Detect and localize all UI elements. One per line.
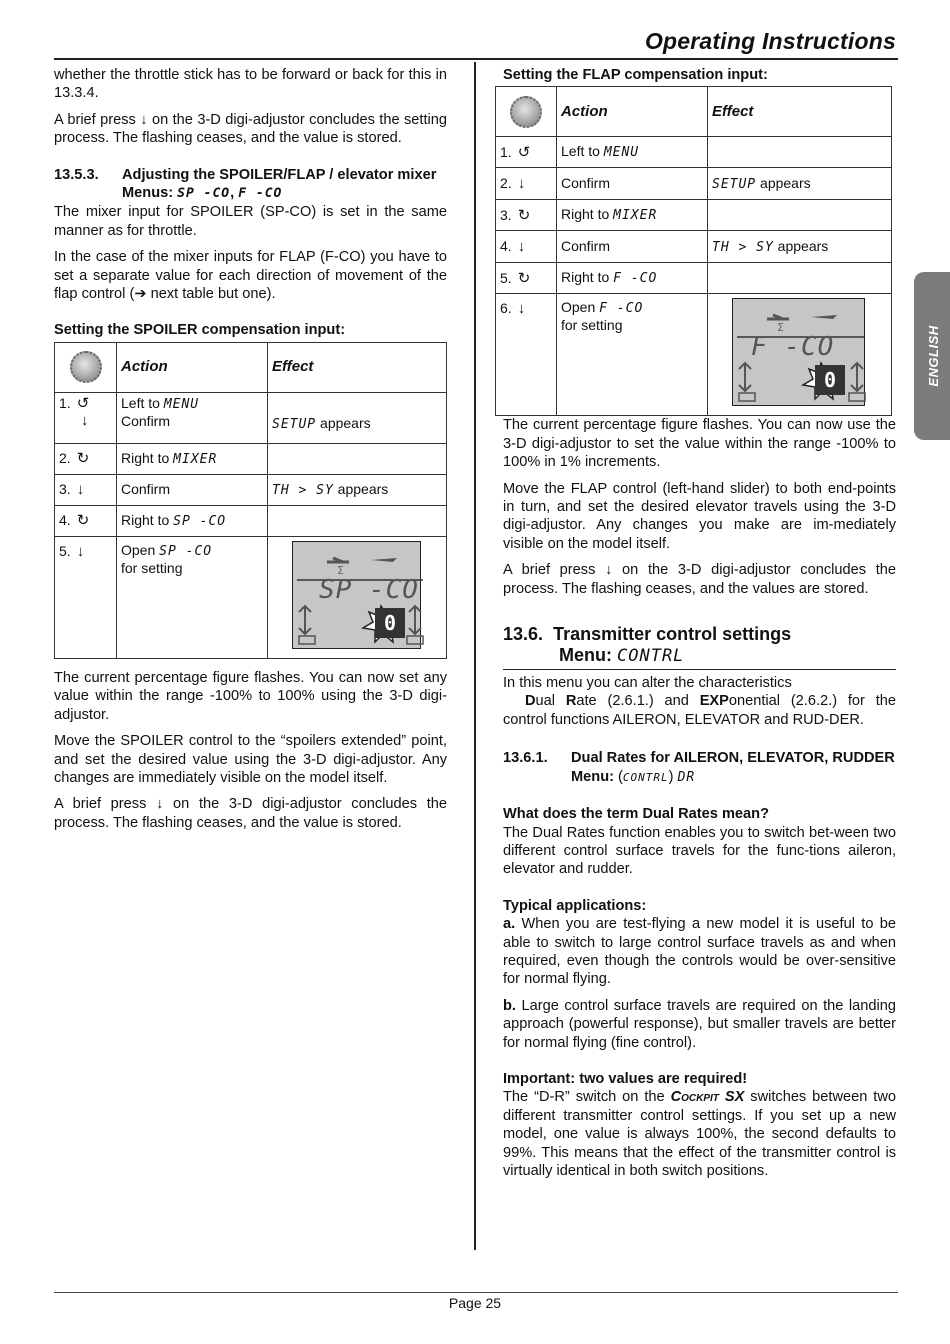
language-tab — [914, 272, 950, 440]
section-heading-large — [503, 624, 896, 667]
section-number: 13.5.3. — [54, 166, 99, 183]
lcd-display — [732, 298, 865, 406]
page-header-title: Operating Instructions — [644, 28, 896, 54]
lcd-menu-text: SP -CO — [319, 574, 419, 605]
table-row: 1. ↺ Left to MENU — [496, 137, 892, 168]
section-menus: Menus: SP -CO, F -CO — [122, 185, 283, 202]
table-header-icon — [55, 342, 117, 392]
question-heading: What does the term Dual Rates mean? — [503, 806, 769, 823]
section-number: 13.6. — [503, 624, 544, 645]
section-title: Adjusting the SPOILER/FLAP / elevator mixer — [122, 166, 437, 183]
section-number: 13.6.1. — [503, 750, 548, 767]
paragraph: whether the throttle stick has to be forward or back for this in 13.3.4. — [54, 67, 447, 102]
header-rule — [54, 58, 898, 60]
table-row: 5. ↓ Open SP -CO for setting Σ SP -CO 0 — [55, 536, 447, 658]
table-header-action: Action — [117, 342, 268, 392]
page-number: Page 25 — [448, 1295, 502, 1311]
question-heading: Typical applications: — [503, 897, 647, 914]
rotate-right-icon: ↻ — [76, 512, 90, 530]
paragraph: The current percentage figure flashes. You can now set any value within the range -100% to 100% using the 3-D digi-adjustor. — [54, 669, 447, 723]
paragraph: The mixer input for SPOILER (SP-CO) is set in the same manner as for throttle. — [54, 204, 447, 239]
svg-text:Σ: Σ — [777, 321, 784, 335]
section-heading — [54, 166, 447, 204]
table-row: 5. ↻ Right to F -CO — [496, 263, 892, 294]
table-header-icon — [496, 87, 557, 137]
paragraph: In the case of the mixer inputs for FLAP (F-CO) you have to set a separate value for each direction of movement of the flap control (➔ next table but one). — [54, 249, 447, 303]
lcd-menu-text: F -CO — [751, 332, 835, 363]
table-row: 2. ↓ Confirm SETUP appears — [496, 168, 892, 200]
down-arrow-icon: ↓ — [140, 111, 148, 128]
paragraph: A brief press ↓ on the 3-D digi-adjustor concludes the process. The flashing ceases, and the values are stored. — [503, 562, 896, 597]
down-arrow-icon: ↓ — [81, 411, 89, 429]
section-menu: Menu: (CONTRL) DR — [571, 768, 696, 785]
table-header-effect: Effect — [708, 87, 892, 137]
down-arrow-icon: ↓ — [605, 562, 613, 579]
table-row: 6. ↓ Open F -CO for setting Σ F -CO 0 — [496, 294, 892, 416]
rotate-right-icon: ↻ — [517, 269, 531, 287]
lcd-value: 0 — [815, 365, 845, 395]
rotate-left-icon: ↺ — [517, 143, 531, 161]
table-row: 2. ↻ Right to MIXER — [55, 443, 447, 474]
right-arrow-icon: ➔ — [134, 286, 147, 303]
flap-steps-table — [495, 86, 892, 416]
paragraph: b. Large control surface travels are required on the landing approach (powerful response), but smaller travels are better for normal flying (fine control). — [503, 997, 896, 1051]
paragraph: In this menu you can alter the characteristics — [503, 675, 792, 692]
section-title: Transmitter control settings — [553, 624, 792, 645]
section-heading — [503, 749, 896, 787]
down-arrow-icon: ↓ — [517, 238, 526, 256]
footer-rule — [54, 1292, 898, 1293]
down-arrow-icon: ↓ — [517, 300, 526, 318]
down-arrow-icon: ↓ — [517, 175, 526, 193]
paragraph: The Dual Rates function enables you to switch bet-ween two different control surface travels for the func-tions aileron, elevator and rudder. — [503, 824, 896, 878]
table-title: Setting the FLAP compensation input: — [503, 67, 768, 83]
question-heading: Important: two values are required! — [503, 1070, 748, 1087]
paragraph: A brief press ↓ on the 3-D digi-adjustor concludes the setting process. The flashing ceases, and the value is stored. — [54, 111, 448, 147]
language-tab-label: ENGLISH — [925, 325, 941, 387]
rotate-right-icon: ↻ — [76, 450, 90, 468]
section-rule — [503, 669, 896, 670]
table-header-effect: Effect — [268, 342, 447, 392]
rotate-left-icon: ↺ — [76, 394, 90, 412]
brand-name: Cockpit SX — [670, 1089, 745, 1106]
table-row: 4. ↓ Confirm TH > SY appears — [496, 231, 892, 263]
lcd-display — [292, 541, 421, 649]
column-divider — [474, 62, 476, 1250]
table-row: 4. ↻ Right to SP -CO — [55, 505, 447, 536]
table-title: Setting the SPOILER compensation input: — [54, 322, 346, 339]
digi-adjustor-icon — [510, 96, 542, 128]
table-row: 1. ↺ ↓ Left to MENU Confirm SETUP appears — [55, 392, 447, 443]
section-title: Dual Rates for AILERON, ELEVATOR, RUDDER — [571, 750, 895, 767]
table-row: 3. ↓ Confirm TH > SY appears — [55, 474, 447, 505]
digi-adjustor-icon — [70, 351, 102, 383]
paragraph: Move the SPOILER control to the “spoilers extended” point, and set the desired value using the 3-D digi-adjustor. Any changes are immediately visible on the model itself. — [54, 733, 447, 786]
paragraph: The “D-R” switch on the Cockpit SX switches between two different transmitter control settings. If you set up a new model, one value is always 100%, the second defaults to 99%. This means that the effect of the transmitter control is virtually identical in both switch positions. — [503, 1089, 896, 1179]
paragraph: a. When you are test-flying a new model it is useful to be able to switch to large control surface travels as and when required, even though the controls would be over-sensitive for normal flying. — [503, 916, 896, 988]
svg-text:Σ: Σ — [337, 563, 344, 577]
down-arrow-icon: ↓ — [76, 481, 85, 499]
spoiler-steps-table — [54, 342, 447, 659]
left-column — [54, 66, 447, 840]
paragraph: Dual Rate (2.6.1.) and EXPonential (2.6.2.) for the control functions AILERON, ELEVATOR and RUD-DER. — [503, 693, 896, 728]
right-column — [500, 66, 896, 1188]
lcd-value: 0 — [375, 608, 405, 638]
paragraph: Move the FLAP control (left-hand slider) to both end-points in turn, and set the desired elevator travels using the 3-D digi-adjustor. Any changes you make are im-mediately visible on the model itself. — [503, 480, 896, 552]
table-row: 3. ↻ Right to MIXER — [496, 200, 892, 231]
down-arrow-icon: ↓ — [156, 796, 164, 813]
down-arrow-icon: ↓ — [76, 542, 85, 560]
paragraph: The current percentage figure flashes. You can now use the 3-D digi-adjustor to set the value within the range -100% to 100% in 1% increments. — [503, 417, 896, 471]
section-menu: Menu: CONTRL — [559, 645, 685, 667]
paragraph: A brief press ↓ on the 3-D digi-adjustor concludes the process. The flashing ceases, and the value is stored. — [54, 796, 447, 831]
table-header-action: Action — [557, 87, 708, 137]
rotate-right-icon: ↻ — [517, 206, 531, 224]
